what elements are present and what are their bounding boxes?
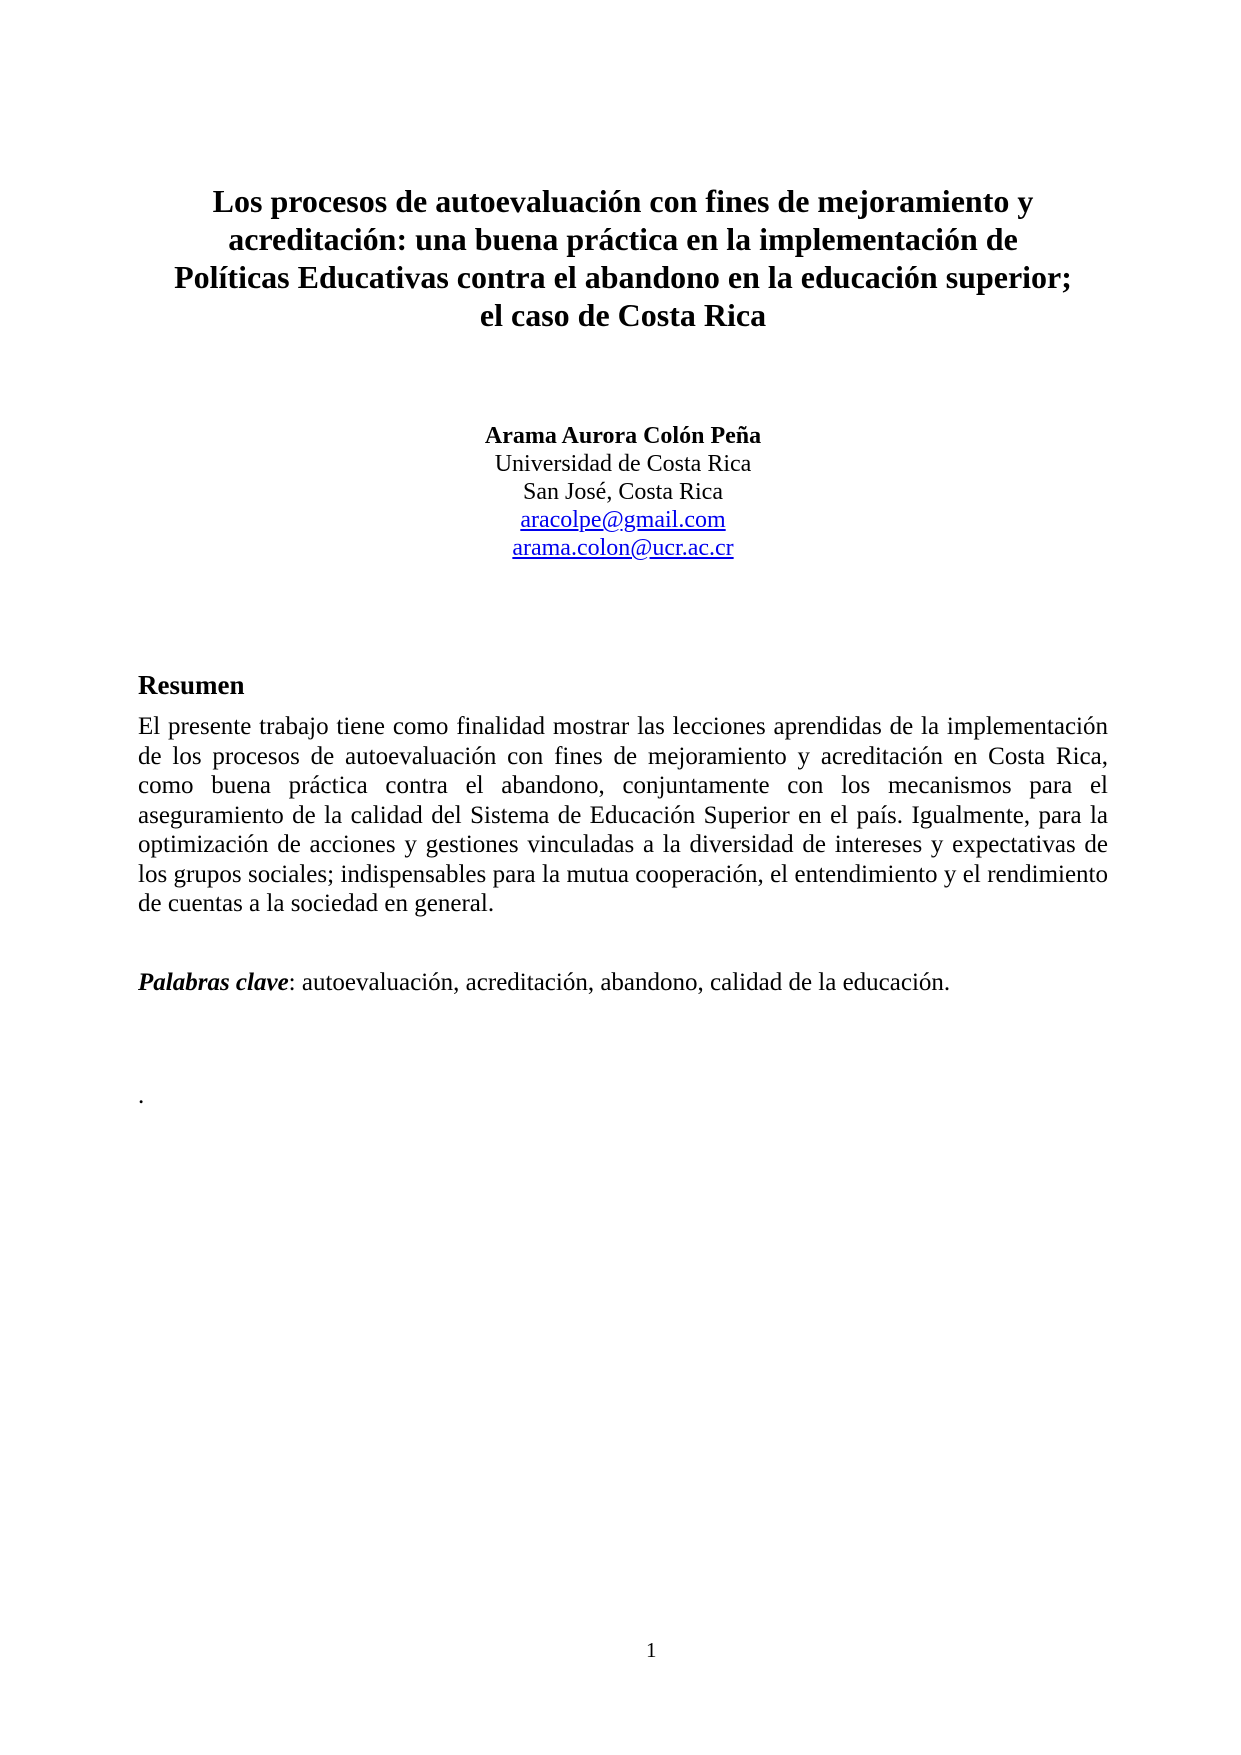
author-email-row-2 xyxy=(138,534,1108,562)
author-name: Arama Aurora Colón Peña xyxy=(484,423,762,449)
paper-title-line-1: Los procesos de autoevaluación con fines de mejoramiento y xyxy=(212,183,1034,219)
author-block xyxy=(138,422,1108,562)
keywords-label: Palabras clave xyxy=(138,968,289,996)
abstract-text: El presente trabajo tiene como finalidad mostrar las lecciones aprendidas de la implementación de los procesos de autoevaluación con fines de mejoramiento y acreditación en Costa Rica, como buena práctica contra el abandono, conjuntamente con los mecanismos para el aseguramiento de la calidad del Sistema de Educación Superior en el país. Igualmente, para la optimización de acciones y gestiones vinculadas a la diversidad de intereses y expectativas de los grupos sociales; indispensables para la mutua cooperación, el entendimiento y el rendimiento de cuentas a la sociedad en general. xyxy=(138,713,1108,917)
author-email-row-1 xyxy=(138,506,1108,534)
keywords-line xyxy=(138,968,1108,998)
page-content xyxy=(138,0,1108,1111)
paper-title-line-2: acreditación: una buena práctica en la implementación de xyxy=(228,221,1018,257)
author-email-link-2[interactable]: arama.colon@ucr.ac.cr xyxy=(512,535,734,561)
page-number: 1 xyxy=(646,1638,657,1662)
paper-title-line-4: el caso de Costa Rica xyxy=(479,297,767,333)
paper-title-line-3: Políticas Educativas contra el abandono en la educación superior; xyxy=(174,259,1072,295)
stray-period: . xyxy=(138,1082,145,1109)
author-affiliation: Universidad de Costa Rica xyxy=(494,451,752,477)
abstract-heading: Resumen xyxy=(138,670,245,700)
keywords-value: : autoevaluación, acreditación, abandono, calidad de la educación. xyxy=(288,968,951,996)
author-email-link-1[interactable]: aracolpe@gmail.com xyxy=(520,507,726,533)
author-location: San José, Costa Rica xyxy=(523,479,723,505)
paper-title xyxy=(138,182,1108,334)
